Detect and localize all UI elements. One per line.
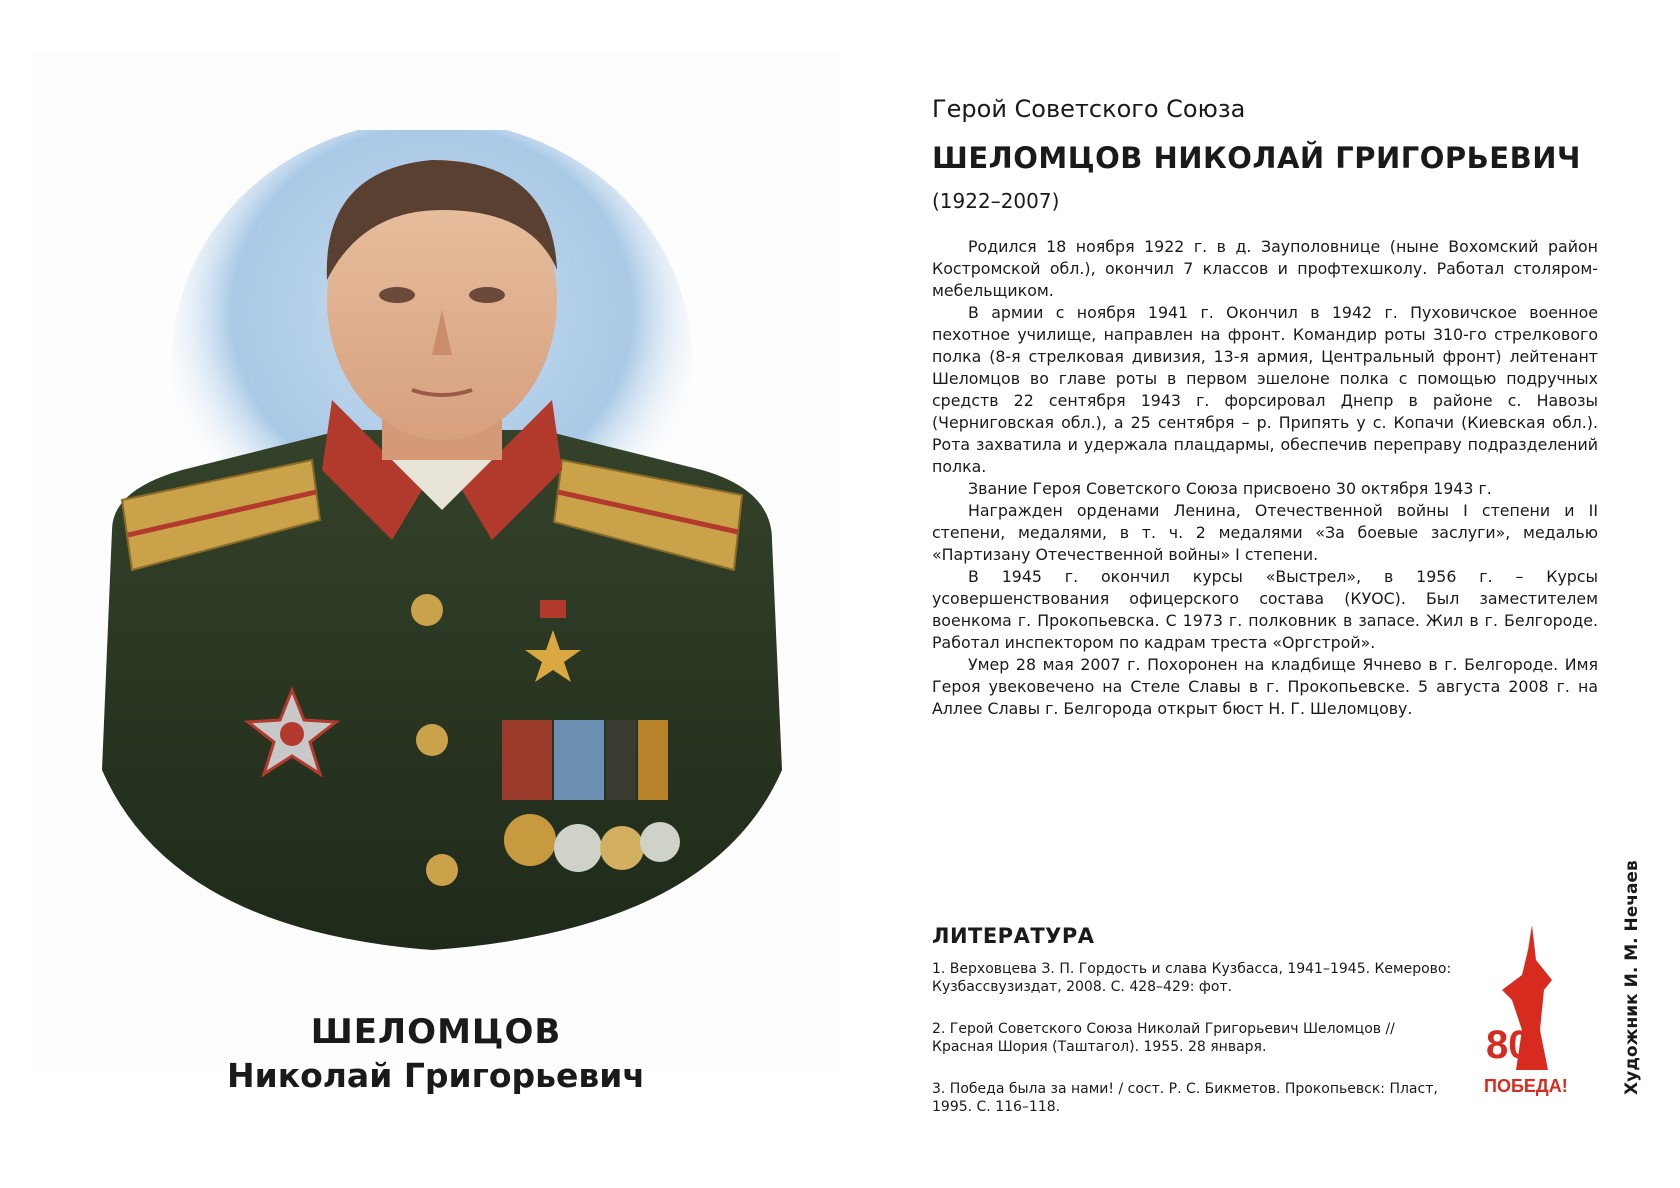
bio-paragraph: В армии с ноября 1941 г. Окончил в 1942 г. Пуховичское военное пехотное училище, направлен на фронт. Командир роты 310-го стрелкового полка (8-я стрелковая дивизия, 13-я армия, Центральный фронт) лейтенант Шеломцов во главе роты в первом эшелоне полка с помощью подручных средств 22 сентября 1943 г. форсировал Днепр в районе с. Навозы (Черниговская обл.), а 25 сентября – р. Припять у с. Копачи (Киевская обл.). Рота захватила и удержала плацдармы, обеспечив переправу подразделений полка. bbox=[932, 303, 1598, 476]
medal-ribbon bbox=[638, 720, 668, 800]
bio-paragraph: В 1945 г. окончил курсы «Выстрел», в 1956 г. – Курсы усовершенствования офицерского состава (КУОС). Был заместителем военкома г. Прокопьевска. С 1973 г. полковник в запасе. Жил в г. Белгороде. Работал инспектором по кадрам треста «Оргстрой». bbox=[932, 567, 1598, 652]
portrait-panel bbox=[32, 52, 840, 1072]
page-title: ШЕЛОМЦОВ НИКОЛАЙ ГРИГОРЬЕВИЧ bbox=[932, 141, 1581, 175]
medal bbox=[600, 826, 644, 870]
literature-item: 3. Победа была за нами! / сост. Р. С. Бикметов. Прокопьевск: Пласт, 1995. С. 116–118. bbox=[932, 1081, 1438, 1115]
medal bbox=[504, 814, 556, 866]
medal-ribbon bbox=[554, 720, 604, 800]
artist-credit: Художник И. М. Нечаев bbox=[1622, 860, 1642, 1095]
literature-item: 2. Герой Советского Союза Николай Григорьевич Шеломцов // Красная Шория (Таштагол). 1955. 28 января. bbox=[932, 1021, 1395, 1055]
logo-number: 80 bbox=[1486, 1023, 1531, 1067]
literature-item: 1. Верховцева З. П. Гордость и слава Кузбасса, 1941–1945. Кемерово: Кузбассвузиздат, 2008. С. 428–429: фот. bbox=[932, 961, 1452, 995]
coat-button bbox=[416, 724, 448, 756]
portrait-caption bbox=[32, 1010, 840, 1098]
caption-surname: ШЕЛОМЦОВ bbox=[310, 1012, 562, 1052]
coat-button bbox=[426, 854, 458, 886]
literature-heading: ЛИТЕРАТУРА bbox=[932, 924, 1095, 948]
victory-80-logo bbox=[1482, 920, 1572, 1100]
biography-panel bbox=[932, 92, 1598, 720]
life-years: (1922–2007) bbox=[932, 189, 1060, 213]
medal bbox=[640, 822, 680, 862]
bio-paragraph: Награжден орденами Ленина, Отечественной войны I степени и II степени, медалями, в т. ч. 2 медалями «За боевые заслуги», медалью «Партизану Отечественной войны» I степени. bbox=[932, 501, 1598, 564]
medal-ribbon bbox=[502, 720, 552, 800]
biography-text bbox=[932, 236, 1598, 720]
medal-ribbon bbox=[606, 720, 636, 800]
bio-paragraph: Родился 18 ноября 1922 г. в д. Зауполовнице (ныне Вохомский район Костромской обл.), окончил 7 классов и профтехшколу. Работал столяром-мебельщиком. bbox=[932, 237, 1598, 300]
literature-section bbox=[932, 924, 1452, 1140]
page-subtitle: Герой Советского Союза bbox=[932, 95, 1246, 123]
coat-button bbox=[411, 594, 443, 626]
caption-given-names: Николай Григорьевич bbox=[226, 1056, 646, 1095]
hero-portrait-image bbox=[92, 130, 792, 980]
logo-word: ПОБЕДА! bbox=[1484, 1076, 1568, 1096]
bio-paragraph: Звание Героя Советского Союза присвоено 30 октября 1943 г. bbox=[968, 479, 1492, 498]
medal bbox=[554, 824, 602, 872]
bio-paragraph: Умер 28 мая 2007 г. Похоронен на кладбище Ячнево в г. Белгороде. Имя Героя увековечено на Стеле Славы в г. Прокопьевске. 5 августа 2008 г. на Аллее Славы г. Белгорода открыт бюст Н. Г. Шеломцову. bbox=[932, 655, 1598, 718]
